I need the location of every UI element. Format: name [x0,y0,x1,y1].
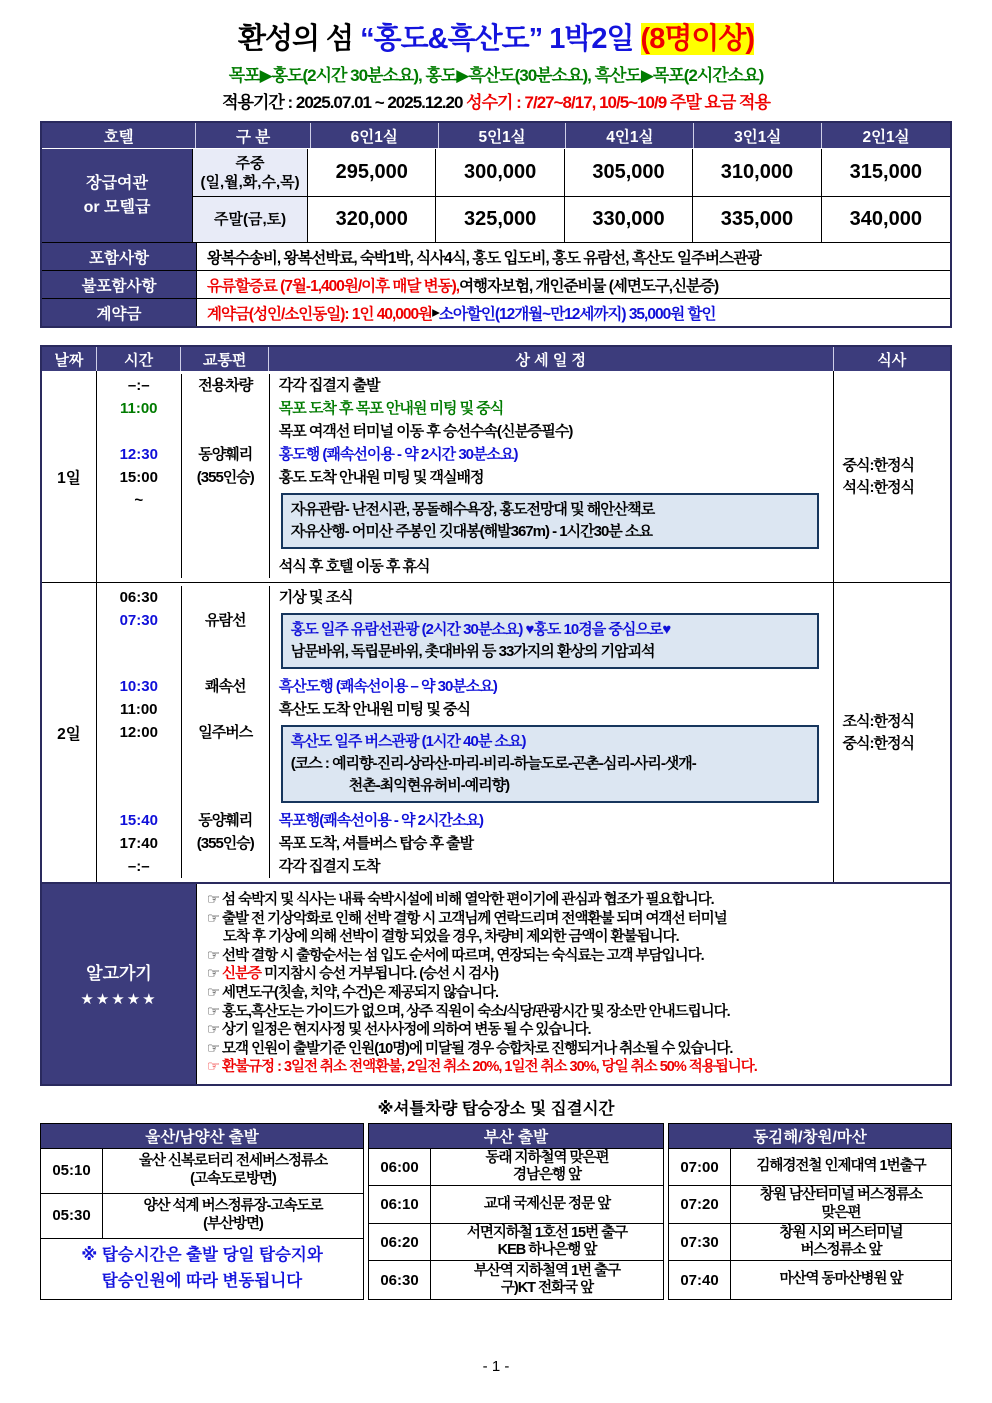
info-row-content [197,243,950,270]
price-rows [193,149,950,242]
schedule-detail: 홍도행 (쾌속선이용 - 약 2시간 30분소요) [278,446,518,463]
hotel-grade-line: or 모텔급 [83,198,151,216]
schedule-line [97,698,834,721]
info-row [42,298,950,326]
schedule-transport [182,586,270,609]
shuttle-time-cell: 06:30 [369,1261,431,1299]
shuttle-row [669,1224,951,1262]
day-number-cell: 1일 [42,371,97,582]
shuttle-group-header: 울산/남양산 출발 [41,1124,363,1149]
schedule-time [97,555,182,578]
price-table-body [42,148,950,242]
shuttle-row [669,1186,951,1224]
schedule-transport: 유람선 [182,609,270,675]
schedule-transport: (355인승) [182,466,270,489]
schedule-transport: 전용차량 [182,374,270,397]
apply-period [40,88,952,113]
schedule-time: 17:40 [97,832,182,855]
schedule-time: 12:00 [97,721,182,809]
schedule-transport [182,555,270,578]
schedule-time: 06:30 [97,586,182,609]
schedule-transport: 쾌속선 [182,675,270,698]
shuttle-place-line: 부산역 지하철역 1번 출구 [473,1262,621,1279]
note-line [207,1003,942,1022]
schedule-line [97,489,834,555]
info-row-label: 포함사항 [42,243,197,270]
schedule-detail: 목포 도착 후 목포 안내원 미팅 및 중식 [278,400,504,417]
text-segment: ☞ 환불규정 : 3일전 취소 전액환불, 2일전 취소 20%, 1일전 취소 30%, 당일 취소 50% 적용됩니다. [207,1059,757,1076]
price-column-header: 2인1실 [862,128,910,146]
highlight-box-line: (코스 : 예리향-진리-상라산-마리-비리-하늘도로-곤촌-심리-사리-샛개- [290,755,696,772]
note-line [207,984,942,1003]
shuttle-row [41,1149,363,1194]
price-row [193,149,950,197]
schedule-detail: 목포 여객선 터미널 이동 후 승선수속(신분증필수) [278,423,573,440]
shuttle-place-line: 구)KT 전화국 앞 [500,1280,594,1297]
shuttle-place-cell [103,1194,363,1238]
price-cell: 320,000 [308,197,436,242]
shuttle-row [41,1194,363,1239]
schedule-detail: 각각 집결지 도착 [278,858,380,875]
text-segment: ☞ [207,966,223,983]
page-title [40,16,952,57]
shuttle-group-header: 동김해/창원/마산 [669,1124,951,1149]
schedule-detail: 각각 집결지 출발 [278,377,380,394]
schedule-detail [270,489,834,555]
price-column-header: 6인1실 [311,123,439,148]
shuttle-row [369,1149,663,1187]
schedule-line [97,721,834,809]
shuttle-place-line: 창원 시외 버스터미널 [779,1224,903,1241]
text-segment: ☞ 세면도구(칫솔, 치약, 수건)은 제공되지 않습니다. [207,984,499,1001]
schedule-transport [182,397,270,420]
shuttle-place-line: 교대 국제신문 정문 앞 [483,1195,611,1212]
price-cell: 305,000 [565,149,693,196]
text-segment: ☞ 섬 숙박지 및 식사는 내륙 숙박시설에 비해 열악한 편이기에 관심과 협조가 필요합니다. [207,892,714,908]
title-min-pax: (8명이상) [640,23,755,55]
itinerary-day-row [42,582,950,882]
shuttle-place-line: 버스정류소 앞 [800,1242,882,1259]
shuttle-time-cell: 07:40 [669,1261,731,1299]
text-segment: ☞ 출발 전 기상악화로 인해 선박 결항 시 고객님께 연락드리며 전액환불 되며 여객선 터미널 [207,910,727,927]
day-type-line: (일,월,화,수,목) [200,173,300,191]
schedule-time: 07:30 [97,609,182,675]
schedule-line [97,675,834,698]
text-segment: 미지참시 승선 거부됩니다. (승선 시 검사) [261,966,499,983]
highlight-box-line: 홍도 일주 유람선관광 (2시간 30분소요) ♥홍도 10경을 중심으로♥ [290,621,671,638]
schedule-line [97,555,834,578]
itinerary-column-header: 식사 [877,351,907,369]
schedule-highlight-box [281,493,820,549]
meal-cell [833,371,950,582]
schedule-highlight-box [281,613,820,669]
schedule-time: 12:30 [97,443,182,466]
highlight-box-line: 남문바위, 독립문바위, 촛대바위 등 33가지의 환상의 기암괴석 [290,643,655,660]
price-cell: 295,000 [308,149,436,196]
shuttle-group [668,1123,952,1300]
shuttle-place-line: 마산역 동마산병원 앞 [779,1271,903,1288]
highlight-box-line: 자유관람- 난전시관, 몽돌해수욕장, 홍도전망대 및 해안산책로 [290,501,655,518]
shuttle-time-cell: 05:30 [41,1194,103,1238]
note-line [207,928,942,947]
shuttle-row [369,1261,663,1299]
schedule-line [97,420,834,443]
shuttle-place-line: 울산 신복로터리 전세버스정류소 [138,1153,328,1170]
shuttle-place-cell [731,1261,951,1299]
highlight-box-line: 흑산도 일주 버스관광 (1시간 40분 소요) [290,733,526,750]
shuttle-place-cell [731,1224,951,1261]
meal-cell [833,583,950,882]
schedule-line [97,443,834,466]
schedule-detail: 흑산도 도착 안내원 미팅 및 중식 [278,701,470,718]
schedule-line [97,374,834,397]
itinerary-column-header: 시간 [97,347,182,371]
price-table [40,121,952,328]
text-segment: 왕복수송비, 왕복선박료, 숙박1박, 식사4식, 홍도 입도비, 홍도 유람선, 흑산도 일주버스관광 [207,249,761,267]
note-line [207,891,942,910]
schedule-highlight-box [281,725,820,803]
schedule-time: ~ [97,489,182,555]
info-row-label: 계약금 [42,299,197,326]
shuttle-place-line: 김해경전철 인제대역 1번출구 [756,1158,926,1175]
schedule-line [97,809,834,832]
schedule-detail: 기상 및 조식 [278,589,353,606]
day-type-line: 주중 [235,154,265,172]
shuttle-section-title: ※셔틀차량 탑승장소 및 집결시간 [377,1099,615,1118]
shuttle-time-cell: 06:00 [369,1149,431,1186]
shuttle-note-line: 탑승인원에 따라 변동됩니다 [101,1272,303,1291]
schedule-line [97,397,834,420]
notes-title: 알고가기 [86,964,152,984]
price-table-header [42,123,950,148]
shuttle-place-line: 동래 지하철역 맞은편 [485,1149,609,1166]
price-cell: 340,000 [849,208,922,230]
day-schedule [97,371,834,582]
schedule-transport: (355인승) [182,832,270,855]
text-segment: 소아할인(12개월~만12세까지) 35,000원 할인 [438,305,716,323]
price-cell: 330,000 [565,197,693,242]
shuttle-group-header: 부산 출발 [369,1124,663,1149]
schedule-line [97,586,834,609]
schedule-line [97,466,834,489]
schedule-time: 15:00 [97,466,182,489]
schedule-transport: 일주버스 [182,721,270,809]
schedule-line [97,832,834,855]
shuttle-place-cell [431,1224,663,1261]
hotel-grade-line: 장급여관 [86,174,148,192]
schedule-detail: 석식 후 호텔 이동 후 휴식 [278,558,430,575]
note-line [207,1021,942,1040]
title-island: “홍도&흑산도” 1박2일 [360,23,634,55]
schedule-transport: 동양훼리 [182,809,270,832]
title-prefix: 환성의 섬 [237,23,354,55]
shuttle-place-line: KEB 하나은행 앞 [497,1242,597,1259]
shuttle-row [369,1224,663,1262]
shuttle-place-cell [731,1149,951,1186]
info-row [42,242,950,270]
price-column-header: 호텔 [42,123,196,148]
text-segment: ▸ [432,304,439,321]
shuttle-row [669,1149,951,1187]
route-summary: 목포▶홍도(2시간 30분소요), 홍도▶흑산도(30분소요), 흑산도▶목포(2시간소요) [228,66,764,85]
shuttle-note-line: ※ 탑승시간은 출발 당일 탑승지와 [81,1246,323,1265]
text-segment: 신분증 [222,966,262,983]
itinerary-column-header: 교통편 [181,347,269,371]
note-line [207,947,942,966]
shuttle-place-cell [431,1261,663,1299]
shuttle-row [669,1261,951,1299]
text-segment: 도착 후 기상에 의해 선박이 결항 되었을 경우, 차량비 제외한 금액이 환불됩니다. [223,929,679,946]
document [40,0,952,1300]
itinerary-table [40,345,952,884]
info-row [42,270,950,298]
price-column-header: 5인1실 [439,123,567,148]
shuttle-time-cell: 07:20 [669,1186,731,1223]
schedule-time: 11:00 [97,698,182,721]
peak-season-note: 성수기 : 7/27~8/17, 10/5~10/9 주말 요금 적용 [466,93,770,112]
schedule-transport: 동양훼리 [182,443,270,466]
shuttle-time-cell: 07:00 [669,1149,731,1186]
day-schedule [97,583,834,882]
price-cell: 310,000 [693,149,821,196]
shuttle-time-cell: 05:10 [41,1149,103,1193]
highlight-box-line: 자유산행- 어미산 주봉인 깃대봉(해발367m) - 1시간30분 소요 [290,523,652,540]
shuttle-table [40,1123,952,1300]
price-cell: 300,000 [436,149,564,196]
meal-line: 중식:한정식 [842,456,914,474]
schedule-detail [270,721,834,809]
meal-line: 중식:한정식 [842,734,914,752]
note-line [207,1058,942,1077]
itinerary-day-row [42,371,950,582]
shuttle-place-line: 창원 남산터미널 버스정류소 [759,1187,923,1204]
text-segment: ☞ 선박 결항 시 출항순서는 섬 입도 순서에 따르며, 연장되는 숙식료는 고객 부담입니다. [207,947,704,964]
meal-line: 조식:한정식 [842,712,914,730]
notes-section [40,884,952,1086]
notes-stars: ★★★★★ [80,991,158,1009]
notes-label-cell [42,884,197,1084]
shuttle-place-line: (부산방면) [203,1215,263,1232]
price-row [193,197,950,242]
schedule-transport [182,489,270,555]
schedule-time [97,420,182,443]
hotel-grade-cell [42,149,193,242]
schedule-time: –:– [97,374,182,397]
price-cell: 315,000 [849,161,922,183]
schedule-time: 11:00 [97,397,182,420]
meal-line: 석식:한정식 [842,478,914,496]
text-segment: 유류할증료 (7월-1,400원/이후 매달 변동), [207,277,460,295]
price-cell: 325,000 [436,197,564,242]
info-row-content [197,271,950,298]
note-line [207,910,942,929]
shuttle-place-line: 맞은편 [821,1204,861,1221]
price-column-header: 구 분 [196,123,311,148]
shuttle-time-cell: 06:20 [369,1224,431,1261]
schedule-line [97,609,834,675]
text-segment: 여행자보험, 개인준비물 (세면도구,신분증) [459,277,719,295]
info-row-content [197,299,950,326]
schedule-transport [182,855,270,878]
shuttle-place-cell [431,1149,663,1186]
price-cell: 335,000 [693,197,821,242]
schedule-time: 10:30 [97,675,182,698]
page-number: - 1 - [482,1358,510,1375]
note-line [207,965,942,984]
notes-body [197,884,950,1084]
itinerary-column-header: 상 세 일 정 [269,347,834,371]
text-segment: ☞ 모객 인원이 출발기준 인원(10명)에 미달될 경우 승합차로 진행되거나 취소될 수 있습니다. [207,1040,733,1057]
schedule-transport [182,698,270,721]
shuttle-place-cell [731,1186,951,1223]
shuttle-place-cell [431,1186,663,1223]
shuttle-note-cell [41,1239,363,1298]
itinerary-days [42,371,950,882]
schedule-detail: 홍도 도착 안내원 미팅 및 객실배정 [278,469,484,486]
shuttle-group [368,1123,664,1300]
text-segment: ☞ 홍도,흑산도는 가이드가 없으며, 상주 직원이 숙소/식당/관광시간 및 장소만 안내드립니다. [207,1003,730,1020]
text-segment: 계약금(성인/소인동일): 1인 40,000원 [207,305,433,323]
schedule-line [97,855,834,878]
schedule-detail: 흑산도행 (쾌속선이용 – 약 30분소요) [278,678,497,695]
itinerary-column-header: 날짜 [42,347,97,371]
text-segment: ☞ 상기 일정은 현지사정 및 선사사정에 의하여 변동 될 수 있습니다. [207,1022,591,1039]
itinerary-header [42,347,950,371]
schedule-detail [270,609,834,675]
shuttle-place-line: 양산 석계 버스정류장-고속도로 [143,1198,323,1215]
apply-period-dates: 적용기간 : 2025.07.01 ~ 2025.12.20 [222,93,463,112]
day-type-line: 주말(금,토) [213,211,287,228]
shuttle-place-line: (고속도로방면) [190,1170,276,1187]
day-type-cell [193,197,308,242]
day-number-cell: 2일 [42,583,97,882]
shuttle-place-line: 서면지하철 1호선 15번 출구 [466,1224,628,1241]
info-row-label: 불포함사항 [42,271,197,298]
price-column-header: 3인1실 [694,123,822,148]
shuttle-place-cell [103,1149,363,1193]
price-column-header: 4인1실 [566,123,694,148]
schedule-transport [182,420,270,443]
schedule-time: 15:40 [97,809,182,832]
day-type-cell [193,149,308,196]
shuttle-time-cell: 07:30 [669,1224,731,1261]
highlight-box-line: 천촌-최익현유허비-예리향) [348,777,510,794]
schedule-time: –:– [97,855,182,878]
price-info-rows [42,242,950,326]
shuttle-row [369,1186,663,1224]
shuttle-place-line: 경남은행 앞 [512,1167,582,1184]
note-line [207,1040,942,1059]
schedule-detail: 목포행(쾌속선이용 - 약 2시간소요) [278,812,483,829]
schedule-detail: 목포 도착, 셔틀버스 탑승 후 출발 [278,835,474,852]
shuttle-group [40,1123,364,1300]
shuttle-time-cell: 06:10 [369,1186,431,1223]
